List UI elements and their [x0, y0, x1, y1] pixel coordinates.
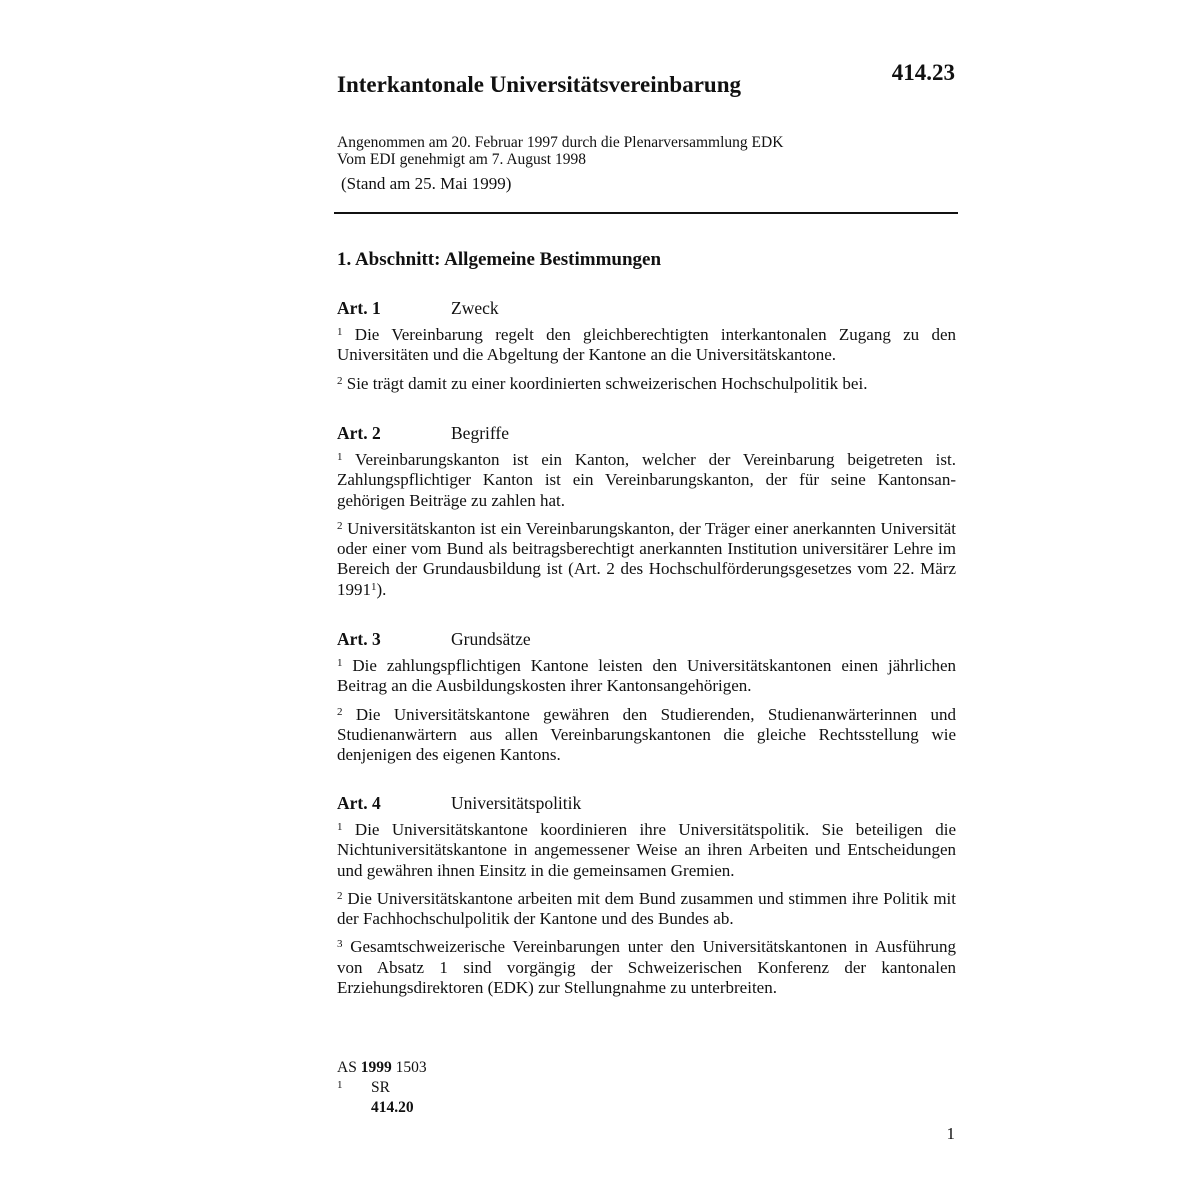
- paragraph-text: Die Universitätskantone koordinieren ihre Universitätspolitik. Sie beteiligen die Nichtuniversitätskantone in angemessener Weise an ihren Arbeiten und Entscheidungen und gewähren ihnen Einsitz in die gemeinsamen Gremien.: [337, 820, 956, 880]
- article-heading: [337, 793, 956, 814]
- paragraph: [337, 705, 956, 766]
- header-divider: [334, 212, 958, 214]
- article-3: [337, 629, 956, 773]
- footnote-text: [371, 1078, 427, 1118]
- stand-date: (Stand am 25. Mai 1999): [341, 174, 512, 193]
- paragraph-number: 3: [337, 938, 343, 951]
- paragraph-text: Die Universitätskantone arbeiten mit dem Bund zusammen und stimmen ihre Politik mit der Fachhochschulpolitik der Kantone und des Bundes ab.: [337, 888, 957, 929]
- article-heading: [337, 298, 956, 319]
- article-heading: [337, 629, 956, 650]
- paragraph-text: Sie trägt damit zu einer koordinierten schweizerischen Hochschulpolitik bei.: [346, 373, 868, 393]
- footnote-mark: 1: [337, 1079, 343, 1091]
- footnotes: [337, 1058, 427, 1116]
- paragraph-text: Universitätskanton ist ein Vereinbarungskanton, der Träger einer anerkannten Universität oder einer vom Bund als beitragsberechtigt anerkannten Institution universitärer Lehre im Bereich der Grundausbildung ist (Art. 2 des Hochschulförderungsgesetzes vom 22. März 1991: [337, 518, 956, 599]
- paragraph-number: 1: [337, 821, 343, 833]
- footnote-1: [337, 1078, 427, 1116]
- article-name: Universitätspolitik: [451, 793, 582, 813]
- paragraph: [337, 519, 956, 600]
- footnote-reference[interactable]: 1: [371, 580, 377, 593]
- paragraph: [337, 889, 956, 930]
- sr-number: 414.23: [891, 60, 955, 85]
- page-number: 1: [946, 1124, 955, 1143]
- as-year: 1999: [360, 1059, 392, 1076]
- paragraph-number: 2: [337, 374, 343, 387]
- paragraph-number: 2: [337, 889, 343, 902]
- adoption-metadata: [337, 134, 783, 168]
- paragraph-number: 1: [337, 451, 343, 463]
- paragraph-text: Gesamtschweizerische Vereinbarungen unter den Universitätskantonen in Ausführung von Absatz 1 sind vorgängig der Schweizerischen Konferenz der kantonalen Erziehungsdirektoren (EDK) zur Stellungnahme zu unterbreiten.: [337, 937, 956, 998]
- paragraph-text: Vereinbarungskanton ist ein Kanton, welcher der Vereinbarung beigetreten ist. Zahlungspflichtiger Kanton ist ein Vereinbarungskanton, der für seine Kantonsangehörigen Beiträge zu zahlen hat.: [337, 450, 956, 510]
- paragraph-text-end: ).: [376, 579, 387, 599]
- paragraph: [337, 656, 956, 697]
- article-1: [337, 298, 956, 402]
- paragraph-number: 2: [337, 519, 343, 532]
- paragraph: [337, 450, 956, 511]
- paragraph-text: Die zahlungspflichtigen Kantone leisten den Universitätskantonen einen jährlichen Beitrag an die Ausbildungskosten ihrer Kantonsangehörigen.: [337, 656, 956, 696]
- paragraph-number: 2: [337, 705, 343, 718]
- document-title: Interkantonale Universitätsvereinbarung: [337, 72, 741, 97]
- article-number: Art. 3: [337, 629, 381, 649]
- article-name: Grundsätze: [451, 629, 531, 649]
- as-page: 1503: [395, 1059, 427, 1076]
- as-prefix: AS: [337, 1059, 357, 1076]
- article-heading: [337, 423, 956, 444]
- paragraph: [337, 937, 956, 998]
- sr-reference[interactable]: 414.20: [371, 1099, 414, 1116]
- adopted-line: Angenommen am 20. Februar 1997 durch die Plenarversammlung EDK: [337, 134, 784, 151]
- as-reference: [337, 1058, 427, 1078]
- article-2: [337, 423, 956, 608]
- paragraph-number: 1: [337, 326, 343, 338]
- article-name: Zweck: [451, 298, 499, 318]
- paragraph-text: Die Vereinbarung regelt den gleichberechtigten interkantonalen Zugang zu den Universitäten und die Abgeltung der Kantone an die Universitätskantone.: [337, 325, 956, 365]
- article-number: Art. 1: [337, 298, 381, 318]
- article-number: Art. 2: [337, 423, 381, 443]
- article-name: Begriffe: [451, 423, 509, 443]
- article-4: [337, 793, 956, 1006]
- paragraph: [337, 325, 956, 366]
- section-title: 1. Abschnitt: Allgemeine Bestimmungen: [337, 249, 662, 270]
- sr-prefix: SR: [371, 1079, 390, 1096]
- paragraph-number: 1: [337, 657, 343, 669]
- paragraph: [337, 374, 956, 394]
- paragraph-text: Die Universitätskantone gewähren den Studierenden, Studienanwärterinnen und Studienanwärtern aus allen Vereinbarungskantonen die gleiche Rechtsstellung wie denjenigen des eigenen Kantons.: [337, 704, 956, 765]
- paragraph: [337, 820, 956, 881]
- approved-line: Vom EDI genehmigt am 7. August 1998: [337, 151, 586, 168]
- article-number: Art. 4: [337, 793, 381, 813]
